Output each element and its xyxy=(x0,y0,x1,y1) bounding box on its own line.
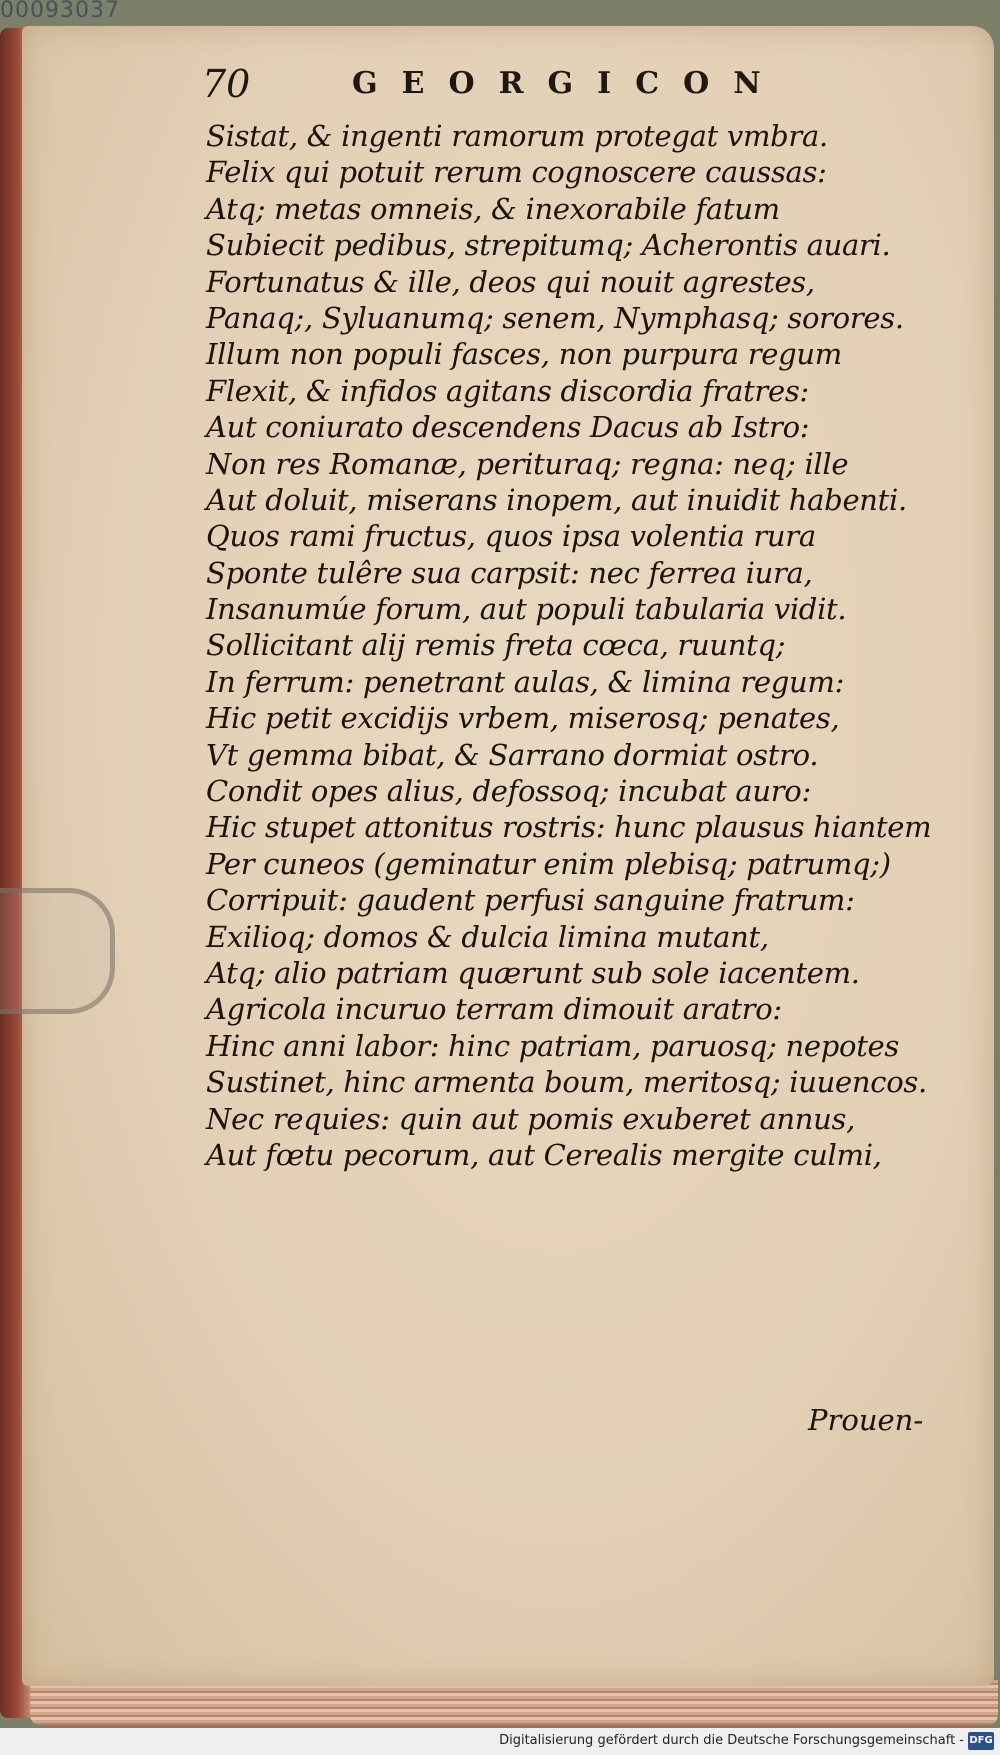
verse-line: Insanumúe forum, aut populi tabularia vidit. xyxy=(206,592,847,627)
verse-line: Felix qui potuit rerum cognoscere caussas: xyxy=(206,155,827,190)
running-title: GEORGICON xyxy=(352,66,785,101)
footer-credit-text: Digitalisierung gefördert durch die Deutsche Forschungsgemeinschaft - xyxy=(499,1733,964,1748)
dfg-logo-icon: DFG xyxy=(968,1732,994,1750)
verse-line: Atq; alio patriam quærunt sub sole iacentem. xyxy=(206,955,860,990)
verse-line: Sponte tulêre sua carpsit: nec ferrea iura, xyxy=(206,555,813,590)
verse-line: Sistat, & ingenti ramorum protegat vmbra. xyxy=(206,119,828,153)
verse-line: Hic stupet attonitus rostris: hunc plausus hiantem xyxy=(206,810,932,845)
verse-line: Exilioq; domos & dulcia limina mutant, xyxy=(206,919,769,954)
verse-text xyxy=(206,118,966,1173)
verse-line: Atq; metas omneis, & inexorabile fatum xyxy=(206,191,780,226)
verse-line: Aut doluit, miserans inopem, aut inuidit habenti. xyxy=(206,482,907,517)
digitization-footer xyxy=(0,1728,1000,1755)
scan-id: 00093037 xyxy=(0,0,120,23)
verse-line: Hinc anni labor: hinc patriam, paruosq; nepotes xyxy=(206,1028,899,1063)
verse-line: Sustinet, hinc armenta boum, meritosq; iuuencos. xyxy=(206,1065,927,1100)
verse-line: Illum non populi fasces, non purpura regum xyxy=(206,337,843,372)
verse-line: Flexit, & infidos agitans discordia fratres: xyxy=(206,373,809,408)
verse-line: Non res Romanæ, perituraq; regna: neq; ille xyxy=(206,446,849,481)
page-bottom-edge xyxy=(30,1680,998,1725)
verse-line: Agricola incuruo terram dimouit aratro: xyxy=(206,992,782,1027)
verse-line: Aut coniurato descendens Dacus ab Istro: xyxy=(206,410,810,445)
verse-line: Subiecit pedibus, strepitumq; Acherontis auari. xyxy=(206,228,891,263)
verse-line: Nec requies: quin aut pomis exuberet annus, xyxy=(206,1101,856,1136)
page-number: 70 xyxy=(202,62,251,106)
catchword: Prouen- xyxy=(808,1403,924,1437)
verse-line: In ferrum: penetrant aulas, & limina regum: xyxy=(206,664,845,699)
page-clip xyxy=(0,888,115,1014)
verse-line: Sollicitant alij remis freta cœca, ruuntq; xyxy=(206,628,786,663)
verse-line: Corripuit: gaudent perfusi sanguine fratrum: xyxy=(206,883,855,918)
verse-line: Aut fœtu pecorum, aut Cerealis mergite culmi, xyxy=(206,1137,882,1172)
verse-line: Quos rami fructus, quos ipsa volentia rura xyxy=(206,519,816,554)
verse-line: Panaq;, Syluanumq; senem, Nymphasq; sorores. xyxy=(206,300,904,335)
verse-line: Condit opes alius, defossoq; incubat auro: xyxy=(206,774,811,809)
verse-line: Per cuneos (geminatur enim plebisq; patrumq;) xyxy=(206,846,891,881)
page-header xyxy=(202,62,842,110)
verse-line: Fortunatus & ille, deos qui nouit agrestes, xyxy=(206,264,815,299)
verse-line: Hic petit excidijs vrbem, miserosq; penates, xyxy=(206,701,840,736)
verse-line: Vt gemma bibat, & Sarrano dormiat ostro. xyxy=(206,737,819,772)
